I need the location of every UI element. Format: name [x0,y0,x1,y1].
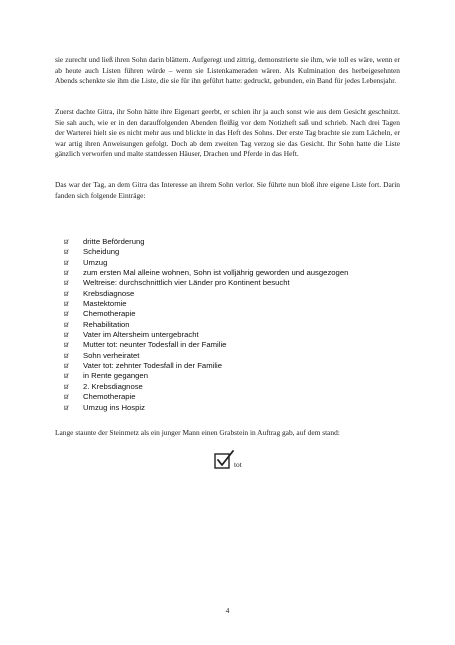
checkbox-icon [64,405,69,410]
checkbox-icon [64,332,69,337]
page-number: 4 [225,606,230,615]
list-item-label: zum ersten Mal alleine wohnen, Sohn ist volljährig geworden und ausgezogen [83,268,349,278]
list-item [64,361,424,371]
list-item [64,237,424,247]
list-item-label: 2. Krebsdiagnose [83,381,143,391]
list-item-label: Umzug ins Hospiz [83,402,145,412]
list-item-label: Umzug [83,257,108,267]
checkbox-icon [64,301,69,306]
checkbox-icon [64,270,69,275]
list-item [64,382,424,392]
list-item [64,403,424,413]
checkbox-icon [64,363,69,368]
paragraph-intro: sie zurecht und ließ ihren Sohn darin blättern. Aufgeregt und zittrig, demonstrierte sie ihm, wie toll es wäre, wenn er ab heute auch Listen führen würde – wenn sie Listenkameraden wären. Als Kulmination des herbeigesehnten Abends schenkte sie ihm die Liste, die sie für ihn geführt hatte: gedruckt, gebunden, ein Band für jedes Lebensjahr. [55,55,400,86]
list-item [64,258,424,268]
list-item [64,247,424,257]
list-item [64,309,424,319]
checkbox-icon [64,394,69,399]
checkbox-icon [64,342,69,347]
list-item-label: Scheidung [83,247,120,257]
list-item-label: Mastektomie [83,299,127,309]
checkbox-icon [64,291,69,296]
list-item-label: Chemotherapie [83,309,136,319]
checkbox-icon [64,260,69,265]
list-item-label: Sohn verheiratet [83,350,140,360]
checkbox-icon [64,353,69,358]
list-item-label: Chemotherapie [83,392,136,402]
checkbox-icon [64,311,69,316]
list-item-label: in Rente gegangen [83,371,148,381]
list-item-label: dritte Beförderung [83,237,145,246]
checkbox-icon [64,280,69,285]
gravestone-label: tot [234,460,242,469]
checkbox-icon [64,373,69,378]
list-item [64,340,424,350]
paragraph-steinmetz: Lange staunte der Steinmetz als ein junger Mann einen Grabstein in Auftrag gab, auf dem stand: [55,428,340,437]
gravestone-inscription [214,450,274,474]
list-item [64,371,424,381]
list-item [64,268,424,278]
list-item [64,351,424,361]
list-item-label: Weltreise: durchschnittlich vier Länder pro Kontinent besucht [83,278,290,288]
paragraph-list-intro: Das war der Tag, an dem Gitra das Interesse an ihrem Sohn verlor. Sie führte nun bloß ihre eigene Liste fort. Darin fanden sich folgende Einträge: [55,180,400,200]
list-item [64,289,424,299]
list-item [64,330,424,340]
list-item-label: Rehabilitation [83,319,130,329]
list-item [64,278,424,288]
checked-box-icon [214,450,234,470]
checklist [64,237,424,413]
checkbox-icon [64,239,69,244]
list-item-label: Vater tot: zehnter Todesfall in der Familie [83,361,223,371]
list-item-label: Vater im Altersheim untergebracht [83,330,199,340]
list-item [64,299,424,309]
list-item-label: Krebsdiagnose [83,288,135,298]
checkbox-icon [64,322,69,327]
checkbox-icon [64,249,69,254]
checkbox-icon [64,384,69,389]
list-item [64,320,424,330]
list-item-label: Mutter tot: neunter Todesfall in der Familie [83,340,227,350]
paragraph-gitra-son: Zuerst dachte Gitra, ihr Sohn hätte ihre Eigenart geerbt, er schien ihr ja auch sonst wie aus dem Gesicht geschnitzt. Sie sah auch, wie er in den darauffolgenden Abenden fleißig vor dem Notizheft saß und schrieb. Nach drei Tagen der Warterei hielt sie es nicht mehr aus und blickte in das Heft des Sohns. Der erste Tag brachte sie zum Lächeln, er war artig ihren Anweisungen gefolgt. Doch ab dem zweiten Tag verzog sie das Gesicht. Ihr Sohn hatte die Liste gänzlich verworfen und malte stattdessen Häuser, Drachen und Pferde in das Heft. [55,107,400,159]
list-item [64,392,424,402]
